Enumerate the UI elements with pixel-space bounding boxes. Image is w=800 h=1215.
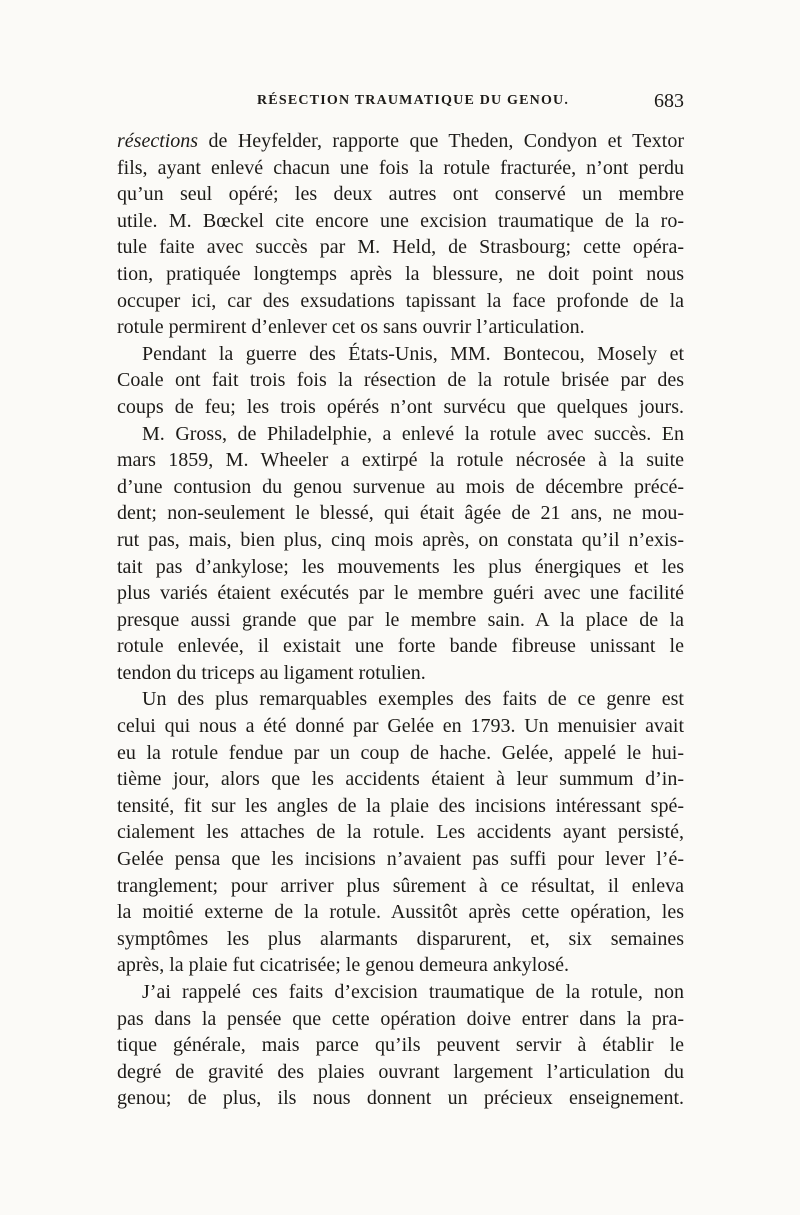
- text-line: tule faite avec succès par M. Held, de Strasbourg; cette opéra-: [117, 236, 684, 259]
- text-line: plus variés étaient exécutés par le membre guéri avec une facilité: [117, 582, 684, 605]
- text-line: tendon du triceps au ligament rotulien.: [117, 661, 426, 684]
- text-line: utile. M. Bœckel cite encore une excision traumatique de la ro-: [117, 209, 684, 232]
- text-line: tième jour, alors que les accidents étaient à leur summum d’in-: [117, 768, 684, 791]
- text-line: symptômes les plus alarmants disparurent, et, six semaines: [117, 927, 684, 950]
- body-text: [117, 128, 684, 1112]
- text-line: coups de feu; les trois opérés n’ont survécu que quelques jours.: [117, 395, 684, 418]
- text-line: rotule enlevée, il existait une forte bande fibreuse unissant le: [117, 635, 684, 658]
- text-line: tion, pratiquée longtemps après la blessure, ne doit point nous: [117, 262, 684, 285]
- text-line: tique générale, mais parce qu’ils peuvent servir à établir le: [117, 1034, 684, 1057]
- text-line: tranglement; pour arriver plus sûrement à ce résultat, il enleva: [117, 874, 684, 897]
- text-line: cialement les attaches de la rotule. Les accidents ayant persisté,: [117, 821, 684, 844]
- text-line: tensité, fit sur les angles de la plaie des incisions intéressant spé-: [117, 794, 684, 817]
- page-number: 683: [654, 90, 684, 112]
- text-line: rotule permirent d’enlever cet os sans ouvrir l’articulation.: [117, 316, 585, 339]
- text-line: tait pas d’ankylose; les mouvements les plus énergiques et les: [117, 555, 684, 578]
- text-line: qu’un seul opéré; les deux autres ont conservé un membre: [117, 183, 684, 206]
- page-header: [117, 90, 684, 120]
- text-line: rut pas, mais, bien plus, cinq mois après, on constata qu’il n’exis-: [117, 528, 684, 551]
- line-rest: de Heyfelder, rapporte que Theden, Condyon et Textor: [198, 130, 684, 152]
- text-line: Coale ont fait trois fois la résection de la rotule brisée par des: [117, 369, 684, 392]
- text-line: la moitié externe de la rotule. Aussitôt après cette opération, les: [117, 901, 684, 924]
- text-line: fils, ayant enlevé chacun une fois la rotule fracturée, n’ont perdu: [117, 156, 684, 179]
- text-line: Gelée pensa que les incisions n’avaient pas suffi pour lever l’é-: [117, 848, 684, 871]
- text-line: celui qui nous a été donné par Gelée en 1793. Un menuisier avait: [117, 715, 684, 738]
- text-line: J’ai rappelé ces faits d’excision traumatique de la rotule, non: [142, 981, 684, 1003]
- text-line: après, la plaie fut cicatrisée; le genou demeura ankylosé.: [117, 954, 570, 977]
- text-line: genou; de plus, ils nous donnent un précieux enseignement.: [117, 1087, 684, 1110]
- text-line: eu la rotule fendue par un coup de hache. Gelée, appelé le hui-: [117, 741, 684, 764]
- text-line: presque aussi grande que par le membre sain. A la place de la: [117, 608, 684, 631]
- running-title: RÉSECTION TRAUMATIQUE DU GENOU.: [257, 93, 570, 108]
- text-line: Un des plus remarquables exemples des faits de ce genre est: [142, 688, 684, 711]
- text-line: occuper ici, car des exsudations tapissant la face profonde de la: [117, 289, 684, 312]
- text-line: degré de gravité des plaies ouvrant largement l’articulation du: [117, 1060, 684, 1083]
- text-line: M. Gross, de Philadelphie, a enlevé la rotule avec succès. En: [142, 422, 684, 445]
- italic-word: résections: [117, 130, 199, 152]
- text-line: mars 1859, M. Wheeler a extirpé la rotule nécrosée à la suite: [117, 449, 684, 472]
- text-line: pas dans la pensée que cette opération doive entrer dans la pra-: [117, 1007, 684, 1030]
- text-line: Pendant la guerre des États-Unis, MM. Bontecou, Mosely et: [142, 342, 684, 365]
- text-line: d’une contusion du genou survenue au mois de décembre précé-: [117, 475, 684, 498]
- text-line: [117, 128, 684, 155]
- text-line: dent; non-seulement le blessé, qui était âgée de 21 ans, ne mou-: [117, 502, 684, 525]
